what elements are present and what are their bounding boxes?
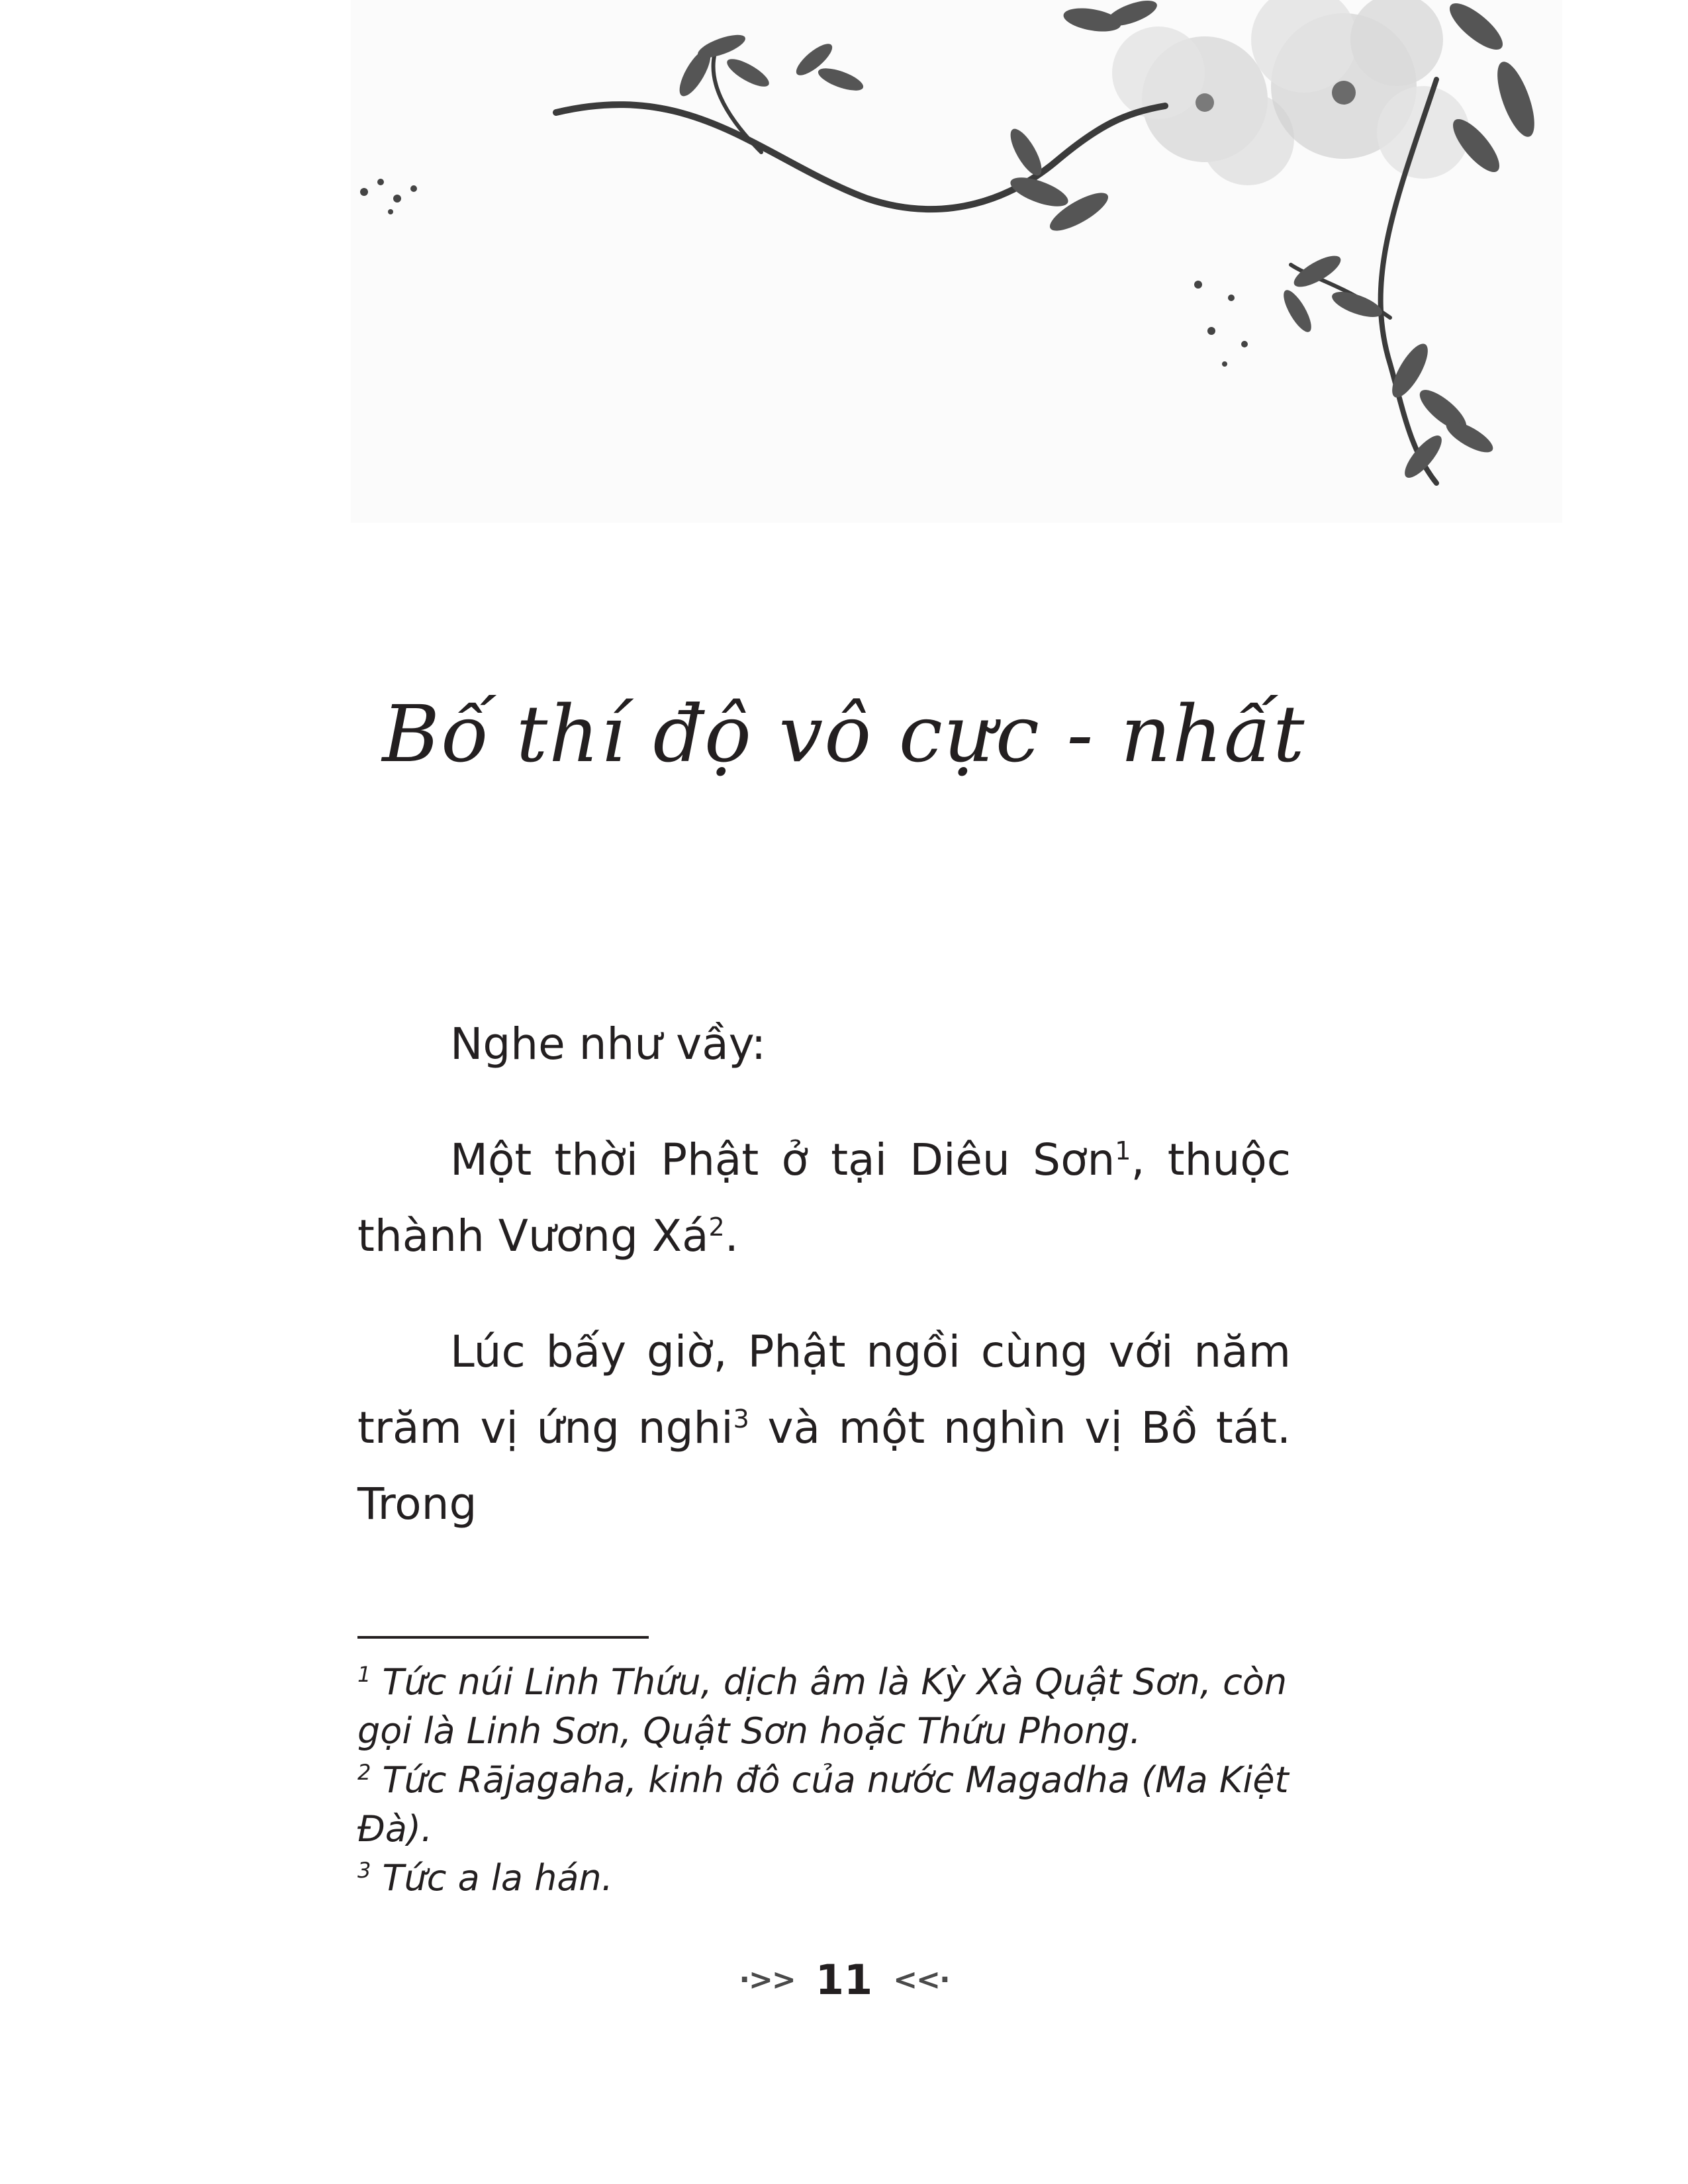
footnote-ref-3[interactable]: 3 [733, 1404, 749, 1433]
page-number: 11 [815, 1956, 873, 2004]
footnote-3-text: Tức a la hán. [371, 1857, 613, 1899]
paragraph-2-text-a: Một thời Phật ở tại Diêu Sơn [450, 1134, 1115, 1185]
footnote-1-text: Tức núi Linh Thứu, dịch âm là Kỳ Xà Quật Sơn, còn gọi là Linh Sơn, Quật Sơn hoặc Thứu Phong. [357, 1661, 1288, 1752]
chapter-title: Bố thí độ vô cực - nhất [382, 688, 1306, 780]
footnote-1 [357, 1658, 1317, 1756]
floral-watercolor-illustration [351, 0, 1562, 529]
body-text [357, 1006, 1291, 1582]
footnotes [357, 1658, 1317, 1903]
paragraph-3-text-a: Lúc bấy giờ, Phật ngồi cùng với năm trăm vị ứng nghi [357, 1326, 1291, 1453]
paragraph-1-text: Nghe như vầy: [450, 1019, 767, 1069]
footnote-ref-1[interactable]: 1 [1115, 1136, 1131, 1165]
paragraph-2 [357, 1122, 1291, 1274]
paragraph-1 [357, 1006, 1291, 1082]
right-ornament-icon: <<· [893, 1963, 949, 1997]
footnote-3-number: 3 [357, 1858, 371, 1883]
footnote-1-number: 1 [357, 1662, 371, 1687]
paragraph-2-text-b: , thuộc thành Vương Xá [357, 1134, 1291, 1261]
paragraph-2-text-c: . [724, 1210, 739, 1261]
paragraph-3-text-b: và một nghìn vị Bồ tát. Trong [357, 1402, 1291, 1529]
page-footer [0, 1956, 1688, 2004]
left-ornament-icon: ·>> [739, 1963, 795, 1997]
footnote-3 [357, 1854, 1317, 1903]
paragraph-3 [357, 1314, 1291, 1542]
footnote-ref-2[interactable]: 2 [708, 1212, 725, 1242]
footnote-2-text: Tức Rājagaha, kinh đô của nước Magadha (Ma Kiệt Đà). [357, 1759, 1289, 1850]
footnote-2-number: 2 [357, 1760, 371, 1785]
footnote-divider [357, 1636, 649, 1639]
footnote-2 [357, 1756, 1317, 1854]
